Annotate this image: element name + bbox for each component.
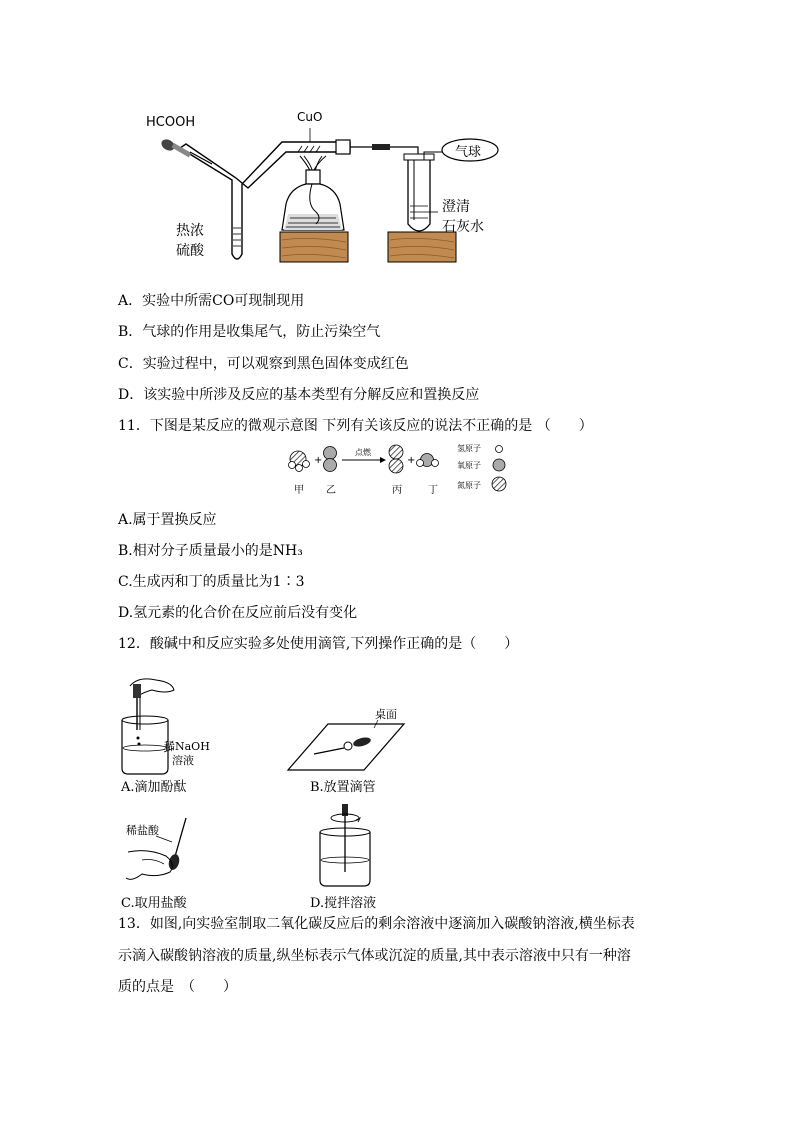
caption-a: A.滴加酚酞 <box>121 780 187 795</box>
q11-option-c: C.生成丙和丁的质量比为1∶3 <box>118 574 305 590</box>
q12-stem: 12．酸碱中和反应实验多处使用滴管,下列操作正确的是（ ） <box>118 636 519 652</box>
q10-option-a: A．实验中所需CO可现制现用 <box>118 293 305 309</box>
legend-hydrogen: 氢原子 <box>457 444 481 453</box>
svg-text:+: + <box>314 455 323 466</box>
q10-option-d: D．该实验中所涉及反应的基本类型有分解反应和置换反应 <box>118 387 480 403</box>
molecule-name-ding: 丁 <box>428 485 438 496</box>
q11-stem: 11．下图是某反应的微观示意图 下列有关该反应的说法不正确的是 （ ） <box>118 418 593 434</box>
figure-b-table <box>286 718 406 774</box>
legend-oxygen: 氧原子 <box>457 461 481 470</box>
legend-nitrogen: 氮原子 <box>457 481 481 490</box>
molecule-name-yi: 乙 <box>326 485 336 496</box>
naoh-label-2: 溶液 <box>172 754 194 767</box>
q13-line-2: 示滴入碳酸钠溶液的质量,纵坐标表示气体或沉淀的质量,其中表示溶液中只有一种溶 <box>118 948 631 964</box>
acid-label-1: 热浓 <box>176 223 204 239</box>
q10-option-b: B．气球的作用是收集尾气，防止污染空气 <box>118 324 381 340</box>
caption-c: C.取用盐酸 <box>121 896 187 911</box>
figure-d-stirring <box>312 802 382 888</box>
reaction-arrow-label: 点燃 <box>355 448 371 457</box>
acid-label-2: 硫酸 <box>176 243 204 259</box>
balloon-label: 气球 <box>455 145 482 160</box>
q13-line-1: 13．如图,向实验室制取二氧化碳反应后的剩余溶液中逐滴加入碳酸钠溶液,横坐标表 <box>118 916 635 932</box>
molecule-name-jia: 甲 <box>294 485 304 496</box>
table-label: 桌面 <box>375 708 397 721</box>
q11-option-b: B.相对分子质量最小的是NH₃ <box>118 543 303 559</box>
caption-d: D.搅拌溶液 <box>310 896 377 911</box>
q13-line-3: 质的点是 （ ） <box>118 979 237 995</box>
molecule-name-bing: 丙 <box>392 485 402 496</box>
cuo-label: CuO <box>297 110 323 124</box>
lime-water-label-1: 澄清 <box>442 199 470 215</box>
caption-b: B.放置滴管 <box>310 780 376 795</box>
lime-water-label-2: 石灰水 <box>442 219 484 235</box>
naoh-label-1: 稀NaOH <box>164 740 210 753</box>
hcl-label: 稀盐酸 <box>126 824 159 837</box>
q10-option-c: C．实验过程中，可以观察到黑色固体变成红色 <box>118 356 409 372</box>
q11-option-a: A.属于置换反应 <box>118 512 217 528</box>
hcooh-label: HCOOH <box>146 115 196 130</box>
svg-text:+: + <box>407 455 416 466</box>
q11-option-d: D.氢元素的化合价在反应前后没有变化 <box>118 605 358 621</box>
